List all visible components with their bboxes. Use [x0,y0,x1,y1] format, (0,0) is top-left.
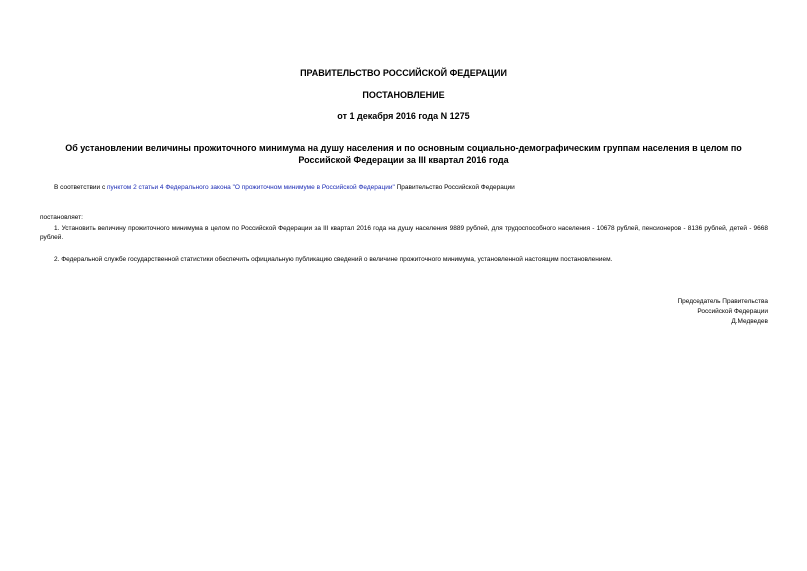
law-reference-link[interactable]: пунктом 2 статьи 4 Федерального закона "О прожиточном минимуме в Российской Федерации" [107,184,395,191]
preamble-prefix: В соответствии с [54,184,108,191]
item-1: 1. Установить величину прожиточного минимума в целом по Российской Федерации за III квартал 2016 года на душу населения 9889 рублей, для трудоспособного населения - 10678 рублей, пенсионеров - 8136 рублей, детей - 9668 рублей. [40,225,768,241]
resolves-label: постановляет: [40,214,83,221]
signature-block [677,297,768,327]
item-2: 2. Федеральной службе государственной статистики обеспечить официальную публикацию сведений о величине прожиточного минимума, установленной настоящим постановлением. [54,256,613,263]
government-heading: ПРАВИТЕЛЬСТВО РОССИЙСКОЙ ФЕДЕРАЦИИ [300,68,507,78]
signature-organization: Российской Федерации [697,308,768,315]
signature-position: Председатель Правительства [677,298,768,305]
document-title: Об установлении величины прожиточного минимума на душу населения и по основным социально-демографическим группам населения в целом по Российской Федерации за III квартал 2016 года [65,143,742,165]
signature-name: Д.Медведев [731,318,768,325]
preamble-suffix: Правительство Российской Федерации [394,184,515,191]
document-type-heading: ПОСТАНОВЛЕНИЕ [362,90,445,100]
date-number-heading: от 1 декабря 2016 года N 1275 [337,111,470,121]
preamble [54,183,515,192]
